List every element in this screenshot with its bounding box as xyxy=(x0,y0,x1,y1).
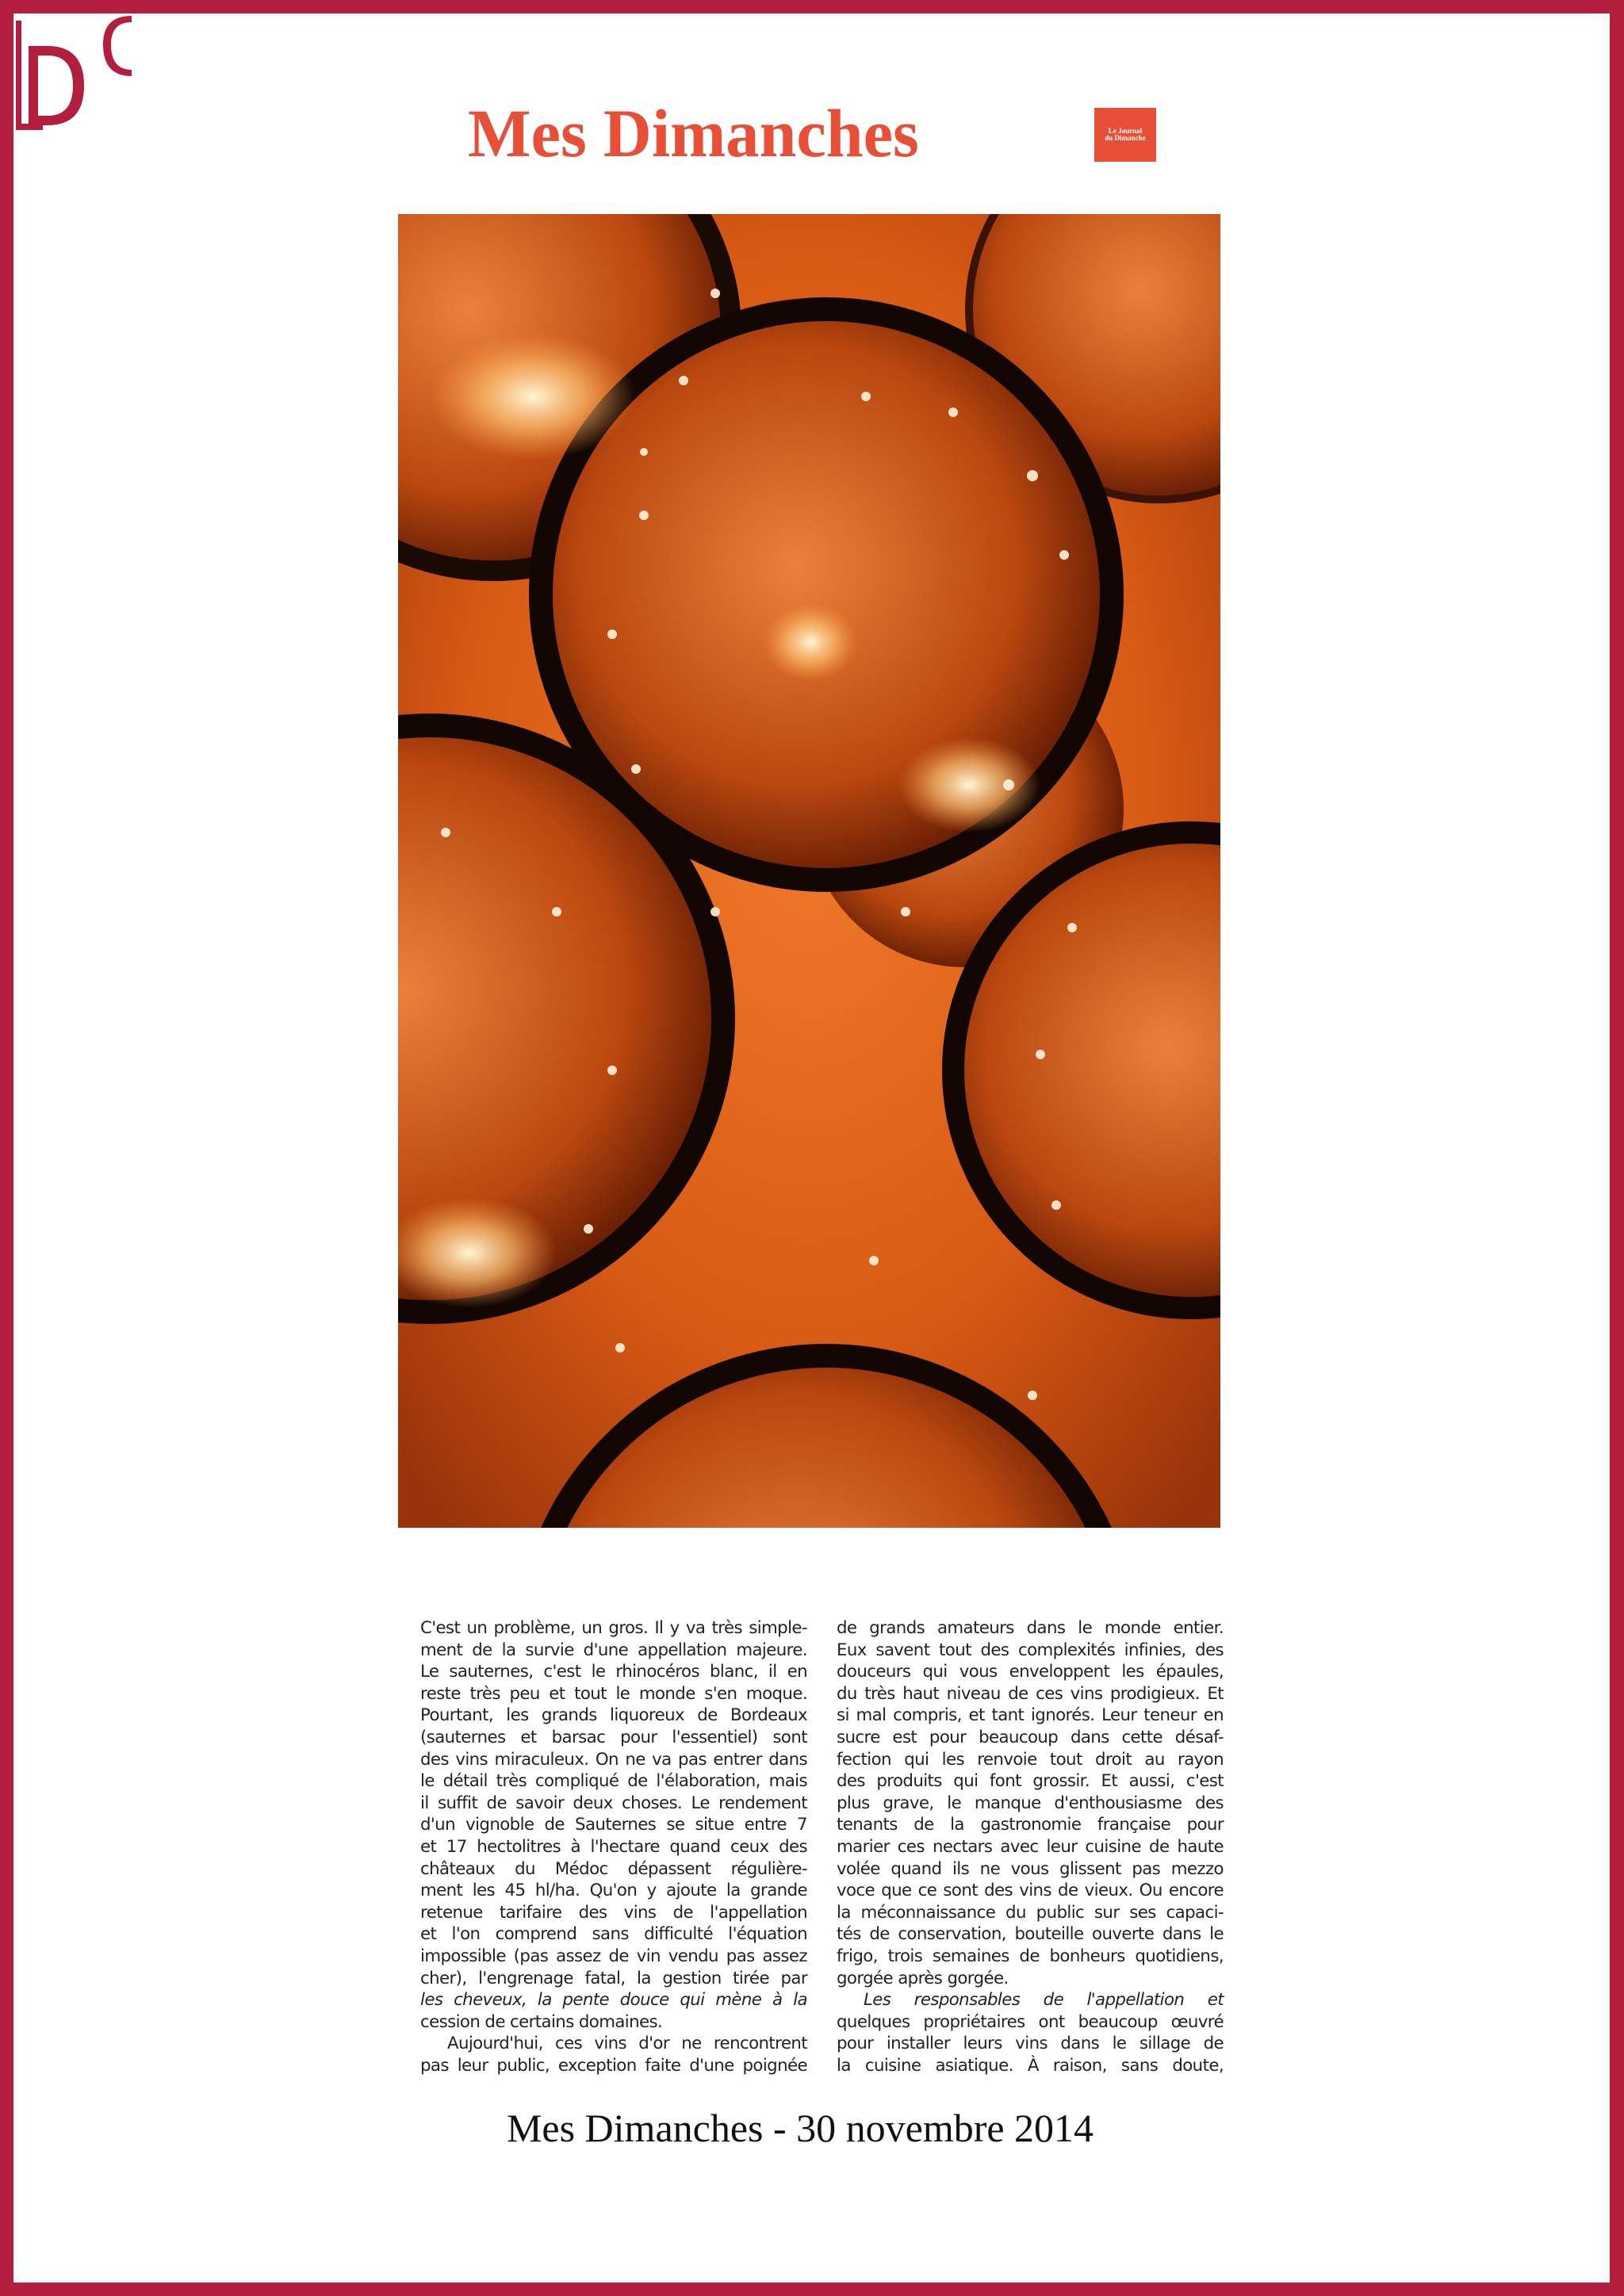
text-line: fection qui les renvoie tout droit au rayon xyxy=(837,1749,1224,1770)
text-line: frigo, trois semaines de bonheurs quotidiens, xyxy=(837,1946,1224,1966)
text-line: marier ces nectars avec leur cuisine de haute xyxy=(837,1836,1224,1857)
text-line: (sauternes et barsac pour l'essentiel) sont xyxy=(420,1727,807,1747)
article-column-right xyxy=(837,1617,1224,2076)
text-line: impossible (pas assez de vin vendu pas assez xyxy=(420,1946,807,1966)
text-line: cher), l'engrenage fatal, la gestion tirée par xyxy=(420,1968,807,1988)
text-line: reste très peu et tout le monde s'en moque. xyxy=(420,1683,807,1704)
text-line: et 17 hectolitres à l'hectare quand ceux des xyxy=(420,1836,807,1857)
text-line: Pourtant, les grands liquoreux de Bordeaux xyxy=(420,1705,807,1726)
text-line: châteaux du Médoc dépassent régulière- xyxy=(420,1858,807,1879)
text-line: Le sauternes, c'est le rhinocéros blanc, il en xyxy=(420,1662,807,1682)
text-line: Aujourd'hui, ces vins d'or ne rencontrent xyxy=(447,2034,807,2054)
publication-title: Mes Dimanches xyxy=(468,95,919,171)
text-line: retenue tarifaire des vins de l'appellation xyxy=(420,1902,807,1923)
text-line: ment de la survie d'une appellation majeure. xyxy=(420,1640,807,1660)
text-line: et l'on comprend sans difficulté l'équation xyxy=(420,1924,807,1945)
text-line: Les responsables de l'appellation et xyxy=(864,1990,1224,2011)
article-column-left xyxy=(420,1617,807,2076)
text-line: si mal compris, et tant ignorés. Leur teneur en xyxy=(837,1705,1224,1726)
text-line: les cheveux, la pente douce qui mène à la xyxy=(420,1990,807,2011)
ldc-logo xyxy=(14,14,133,133)
journal-du-dimanche-badge xyxy=(1094,108,1156,162)
text-line: du très haut niveau de ces vins prodigieux. Et xyxy=(837,1683,1224,1704)
text-line: la cuisine asiatique. À raison, sans doute, xyxy=(837,2055,1224,2076)
footer-caption-row xyxy=(0,2105,1624,2151)
text-line: il suffit de savoir deux choses. Le rendement xyxy=(420,1793,807,1813)
text-line: volée quand ils ne vous glissent pas mezzo xyxy=(837,1858,1224,1879)
badge-line-2: du Dimanche xyxy=(1105,134,1146,142)
text-line: tenants de la gastronomie française pour xyxy=(837,1815,1224,1835)
wine-bottles-photo xyxy=(398,214,1220,1528)
text-line: de grands amateurs dans le monde entier. xyxy=(837,1618,1224,1638)
text-line: gorgée après gorgée. xyxy=(837,1968,1009,1988)
text-line: tés de conservation, bouteille ouverte dans le xyxy=(837,1924,1224,1945)
text-line: C'est un problème, un gros. Il y va très simple- xyxy=(420,1618,807,1638)
footer-caption: Mes Dimanches - 30 novembre 2014 xyxy=(506,2106,1094,2150)
text-line: pas leur public, exception faite d'une poignée xyxy=(420,2055,807,2076)
text-line: Eux savent tout des complexités infinies, des xyxy=(837,1640,1224,1660)
text-line: douceurs qui vous enveloppent les épaules, xyxy=(837,1662,1224,1682)
text-line: plus grave, le manque d'enthousiasme des xyxy=(837,1793,1224,1813)
text-line: le détail très compliqué de l'élaboration, mais xyxy=(420,1771,807,1792)
text-line: des produits qui font grossir. Et aussi, c'est xyxy=(837,1771,1224,1792)
text-line: d'un vignoble de Sauternes se situe entre 7 xyxy=(420,1815,807,1835)
text-line: quelques propriétaires ont beaucoup œuvré xyxy=(837,2011,1224,2032)
text-line: cession de certains domaines. xyxy=(420,2011,663,2032)
text-line: la méconnaissance du public sur ses capaci- xyxy=(837,1902,1224,1923)
text-line: voce que ce sont des vins de vieux. Ou encore xyxy=(837,1881,1224,1901)
badge-line-1: Le Journal xyxy=(1108,127,1143,135)
text-line: sucre est pour beaucoup dans cette désaf- xyxy=(837,1727,1224,1747)
text-line: ment les 45 hl/ha. Qu'on y ajoute la grande xyxy=(420,1881,807,1901)
text-line: des vins miraculeux. On ne va pas entrer dans xyxy=(420,1749,807,1770)
text-line: pour installer leurs vins dans le sillage de xyxy=(837,2034,1224,2054)
